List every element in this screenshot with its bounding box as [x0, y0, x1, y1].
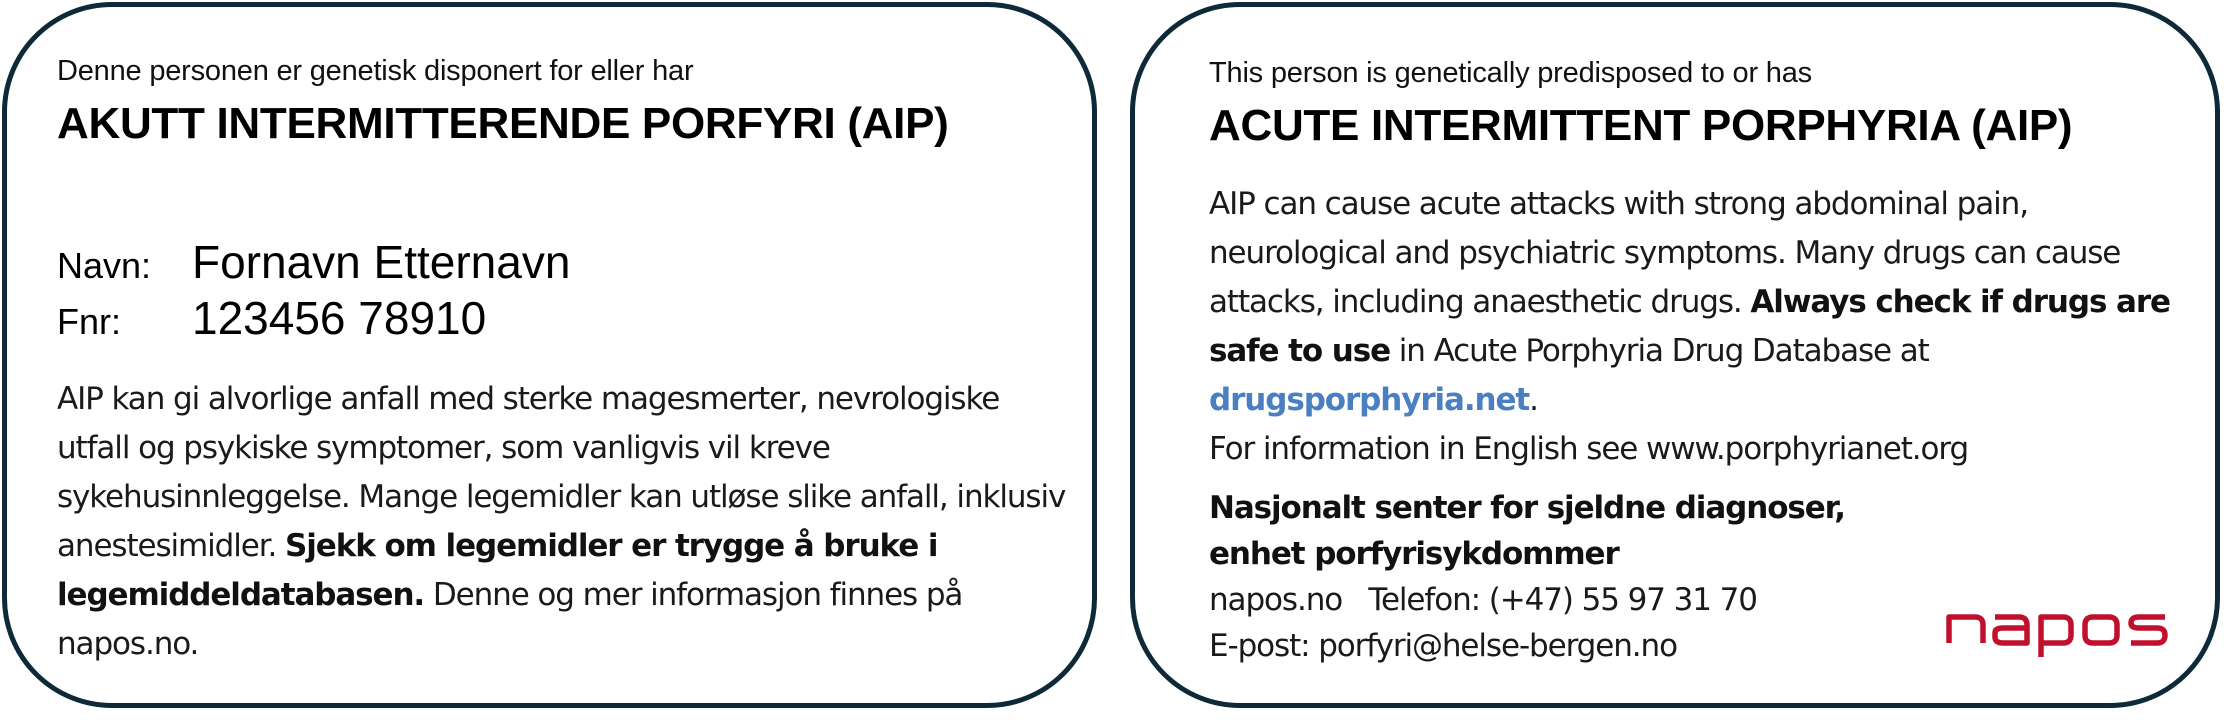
card-headline: ACUTE INTERMITTENT PORPHYRIA (AIP) — [1209, 101, 2073, 150]
body-text-part: in Acute Porphyria Drug Database at — [1390, 333, 1929, 369]
body-text-part: AIP kan gi alvorlige anfall med sterke magesmerter, nevrologiske utfall og psykiske symptomer, som vanligvis vil kreve sykehusinnleggelse. Mange legemidler kan utløse slike anfall, inklusiv anestesimidler. — [57, 381, 1066, 564]
organization-name-line2: enhet porfyrisykdommer — [1209, 536, 1619, 572]
id-number-row — [57, 291, 486, 345]
name-row — [57, 235, 570, 289]
body-text-part: AIP can cause acute attacks with strong abdominal pain, neurological and psychiatric symptoms. Many drugs can cause attacks, including anaesthetic drugs. — [1209, 186, 2121, 320]
card-headline: AKUTT INTERMITTERENDE PORFYRI (AIP) — [57, 99, 949, 148]
id-number-value: 123456 78910 — [192, 292, 487, 344]
english-card — [1130, 2, 2220, 708]
id-number-label: Fnr: — [57, 301, 122, 342]
norwegian-card — [2, 2, 1097, 708]
name-value: Fornavn Etternavn — [192, 236, 571, 288]
organization-contact — [1209, 485, 1845, 669]
phone-text: Telefon: (+47) 55 97 31 70 — [1368, 582, 1757, 618]
english-info-text: For information in English see www.porphyrianet.org — [1209, 431, 1969, 467]
drug-database-link[interactable]: drugsporphyria.net — [1209, 382, 1530, 418]
card-body-text — [57, 375, 1077, 669]
napos-logo-icon — [1945, 599, 2170, 659]
napos-logo — [1945, 599, 2170, 659]
email-text: E-post: porfyri@helse-bergen.no — [1209, 628, 1677, 664]
name-label: Navn: — [57, 245, 152, 286]
body-text-part: . — [1529, 382, 1538, 418]
card-subtitle: Denne personen er genetisk disponert for eller har — [57, 55, 694, 87]
contact-web-phone — [1209, 577, 1845, 623]
body-text-emphasis: Sjekk om legemidler er trygge å bruke i legemiddeldatabasen. — [57, 528, 938, 613]
body-text-emphasis: Always check if drugs are safe to use — [1209, 284, 2170, 369]
card-subtitle: This person is genetically predisposed to or has — [1209, 57, 1812, 89]
body-text-part: Denne og mer informasjon finnes på napos.no. — [57, 577, 963, 662]
website-text: napos.no — [1209, 582, 1343, 618]
organization-name-line1: Nasjonalt senter for sjeldne diagnoser, — [1209, 490, 1845, 526]
card-body-text — [1209, 180, 2199, 474]
